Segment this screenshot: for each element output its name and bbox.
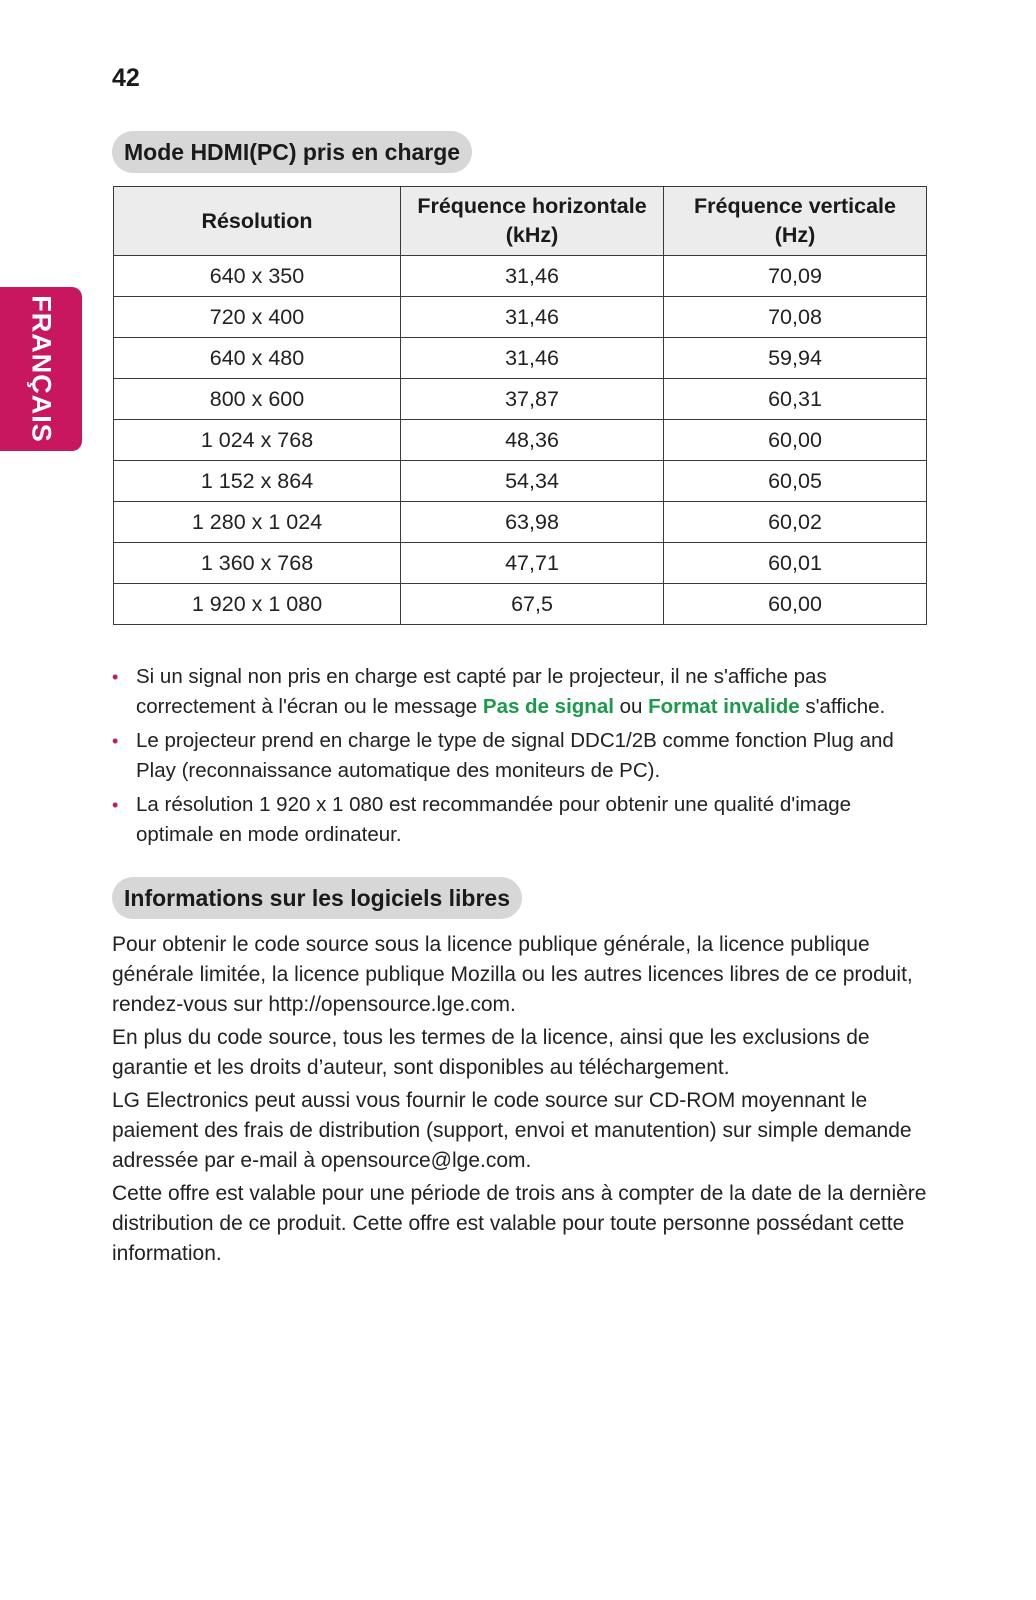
list-item: • Le projecteur prend en charge le type de signal DDC1/2B comme fonction Plug and Play (reconnaissance automatique des moniteurs de PC). (112, 726, 932, 786)
paragraph: LG Electronics peut aussi vous fournir le code source sur CD-ROM moyennant le paiement des frais de distribution (support, envoi et manutention) sur simple demande adressée par e-mail à opensource@lge.com. (112, 1089, 912, 1172)
table-row (114, 420, 927, 461)
section-title-open-source: Informations sur les logiciels libres (112, 877, 522, 919)
cell-horizontal-frequency: 67,5 (401, 584, 664, 625)
cell-horizontal-frequency: 37,87 (401, 379, 664, 420)
table-row (114, 379, 927, 420)
notes-list (112, 662, 932, 854)
cell-resolution: 1 920 x 1 080 (114, 584, 401, 625)
cell-resolution: 640 x 480 (114, 338, 401, 379)
bullet-icon: • (112, 731, 119, 751)
paragraph: Pour obtenir le code source sous la licence publique générale, la licence publique générale limitée, la licence publique Mozilla ou les autres licences libres de ce produit, rendez-vous sur http://opensource.lge.com. (112, 933, 913, 1016)
cell-resolution: 800 x 600 (114, 379, 401, 420)
cell-resolution: 640 x 350 (114, 256, 401, 297)
bullet-icon: • (112, 795, 119, 815)
cell-vertical-frequency: 60,05 (664, 461, 927, 502)
hdmi-mode-table (113, 186, 927, 625)
cell-horizontal-frequency: 47,71 (401, 543, 664, 584)
paragraph: Cette offre est valable pour une période de trois ans à compter de la date de la dernière distribution de ce produit. Cette offre est valable pour toute personne possédant cette information. (112, 1182, 927, 1265)
cell-resolution: 1 360 x 768 (114, 543, 401, 584)
cell-vertical-frequency: 60,01 (664, 543, 927, 584)
cell-horizontal-frequency: 31,46 (401, 338, 664, 379)
header-vertical-frequency: Fréquence verticale (Hz) (664, 187, 927, 256)
cell-vertical-frequency: 60,02 (664, 502, 927, 543)
cell-resolution: 720 x 400 (114, 297, 401, 338)
message-invalid-format: Format invalide (648, 695, 800, 718)
cell-horizontal-frequency: 31,46 (401, 297, 664, 338)
cell-resolution: 1 280 x 1 024 (114, 502, 401, 543)
cell-vertical-frequency: 60,00 (664, 584, 927, 625)
table-row (114, 461, 927, 502)
cell-vertical-frequency: 59,94 (664, 338, 927, 379)
page-number: 42 (112, 64, 140, 92)
table-row (114, 297, 927, 338)
cell-resolution: 1 152 x 864 (114, 461, 401, 502)
cell-horizontal-frequency: 54,34 (401, 461, 664, 502)
message-no-signal: Pas de signal (482, 695, 614, 718)
list-item: • Si un signal non pris en charge est capté par le projecteur, il ne s'affiche pas correctement à l'écran ou le message Pas de signal ou Format invalide s'affiche. (112, 662, 932, 722)
table-row (114, 543, 927, 584)
header-horizontal-frequency: Fréquence horizontale (kHz) (401, 187, 664, 256)
language-tab-label: FRANÇAIS (26, 295, 57, 443)
header-resolution: Résolution (114, 187, 401, 256)
bullet-icon: • (112, 667, 119, 687)
table-row (114, 338, 927, 379)
cell-horizontal-frequency: 48,36 (401, 420, 664, 461)
language-tab (0, 287, 82, 451)
open-source-body (112, 930, 932, 1272)
table-row (114, 256, 927, 297)
cell-vertical-frequency: 70,09 (664, 256, 927, 297)
list-item: • La résolution 1 920 x 1 080 est recommandée pour obtenir une qualité d'image optimale en mode ordinateur. (112, 790, 932, 850)
cell-vertical-frequency: 70,08 (664, 297, 927, 338)
cell-resolution: 1 024 x 768 (114, 420, 401, 461)
table-row (114, 502, 927, 543)
cell-horizontal-frequency: 63,98 (401, 502, 664, 543)
paragraph: En plus du code source, tous les termes de la licence, ainsi que les exclusions de garantie et les droits d’auteur, sont disponibles au téléchargement. (112, 1026, 870, 1079)
cell-horizontal-frequency: 31,46 (401, 256, 664, 297)
cell-vertical-frequency: 60,31 (664, 379, 927, 420)
section-title-hdmi: Mode HDMI(PC) pris en charge (112, 131, 472, 173)
table-row (114, 584, 927, 625)
table-header-row (114, 187, 927, 256)
cell-vertical-frequency: 60,00 (664, 420, 927, 461)
